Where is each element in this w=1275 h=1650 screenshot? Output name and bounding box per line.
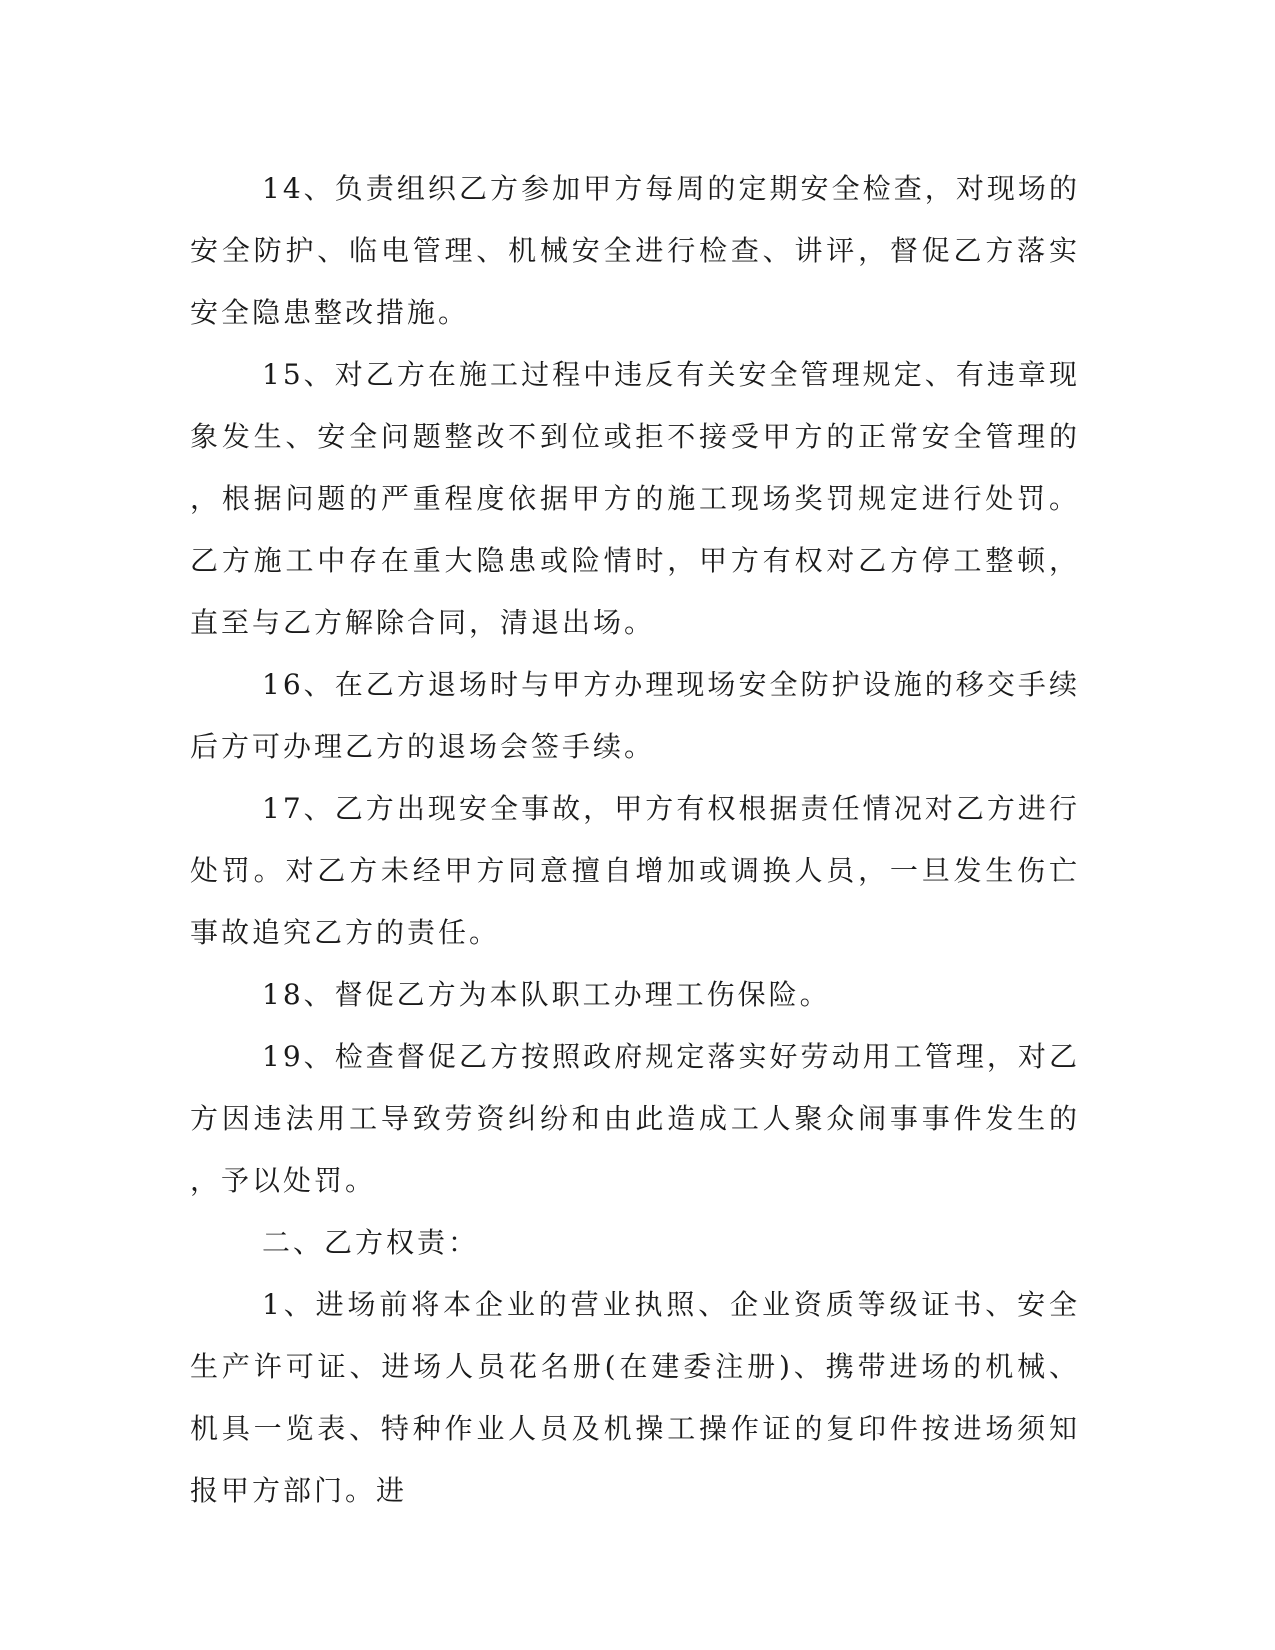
paragraph-item-16: 16、在乙方退场时与甲方办理现场安全防护设施的移交手续后方可办理乙方的退场会签手续。 [190,668,1080,763]
paragraph-item-19: 19、检查督促乙方按照政府规定落实好劳动用工管理，对乙方因违法用工导致劳资纠纷和由此造成工人聚众闹事事件发生的，予以处罚。 [190,1040,1080,1197]
paragraph-item-14: 14、负责组织乙方参加甲方每周的定期安全检查，对现场的安全防护、临电管理、机械安全进行检查、讲评，督促乙方落实安全隐患整改措施。 [190,172,1080,329]
paragraph-item-15: 15、对乙方在施工过程中违反有关安全管理规定、有违章现象发生、安全问题整改不到位或拒不接受甲方的正常安全管理的，根据问题的严重程度依据甲方的施工现场奖罚规定进行处罚。乙方施工中存在重大隐患或险情时，甲方有权对乙方停工整顿，直至与乙方解除合同，清退出场。 [190,358,1080,639]
paragraph-item-b1: 1、进场前将本企业的营业执照、企业资质等级证书、安全生产许可证、进场人员花名册(在建委注册)、携带进场的机械、机具一览表、特种作业人员及机操工操作证的复印件按进场须知报甲方部门。进 [190,1288,1080,1507]
paragraph-item-17: 17、乙方出现安全事故，甲方有权根据责任情况对乙方进行处罚。对乙方未经甲方同意擅自增加或调换人员，一旦发生伤亡事故追究乙方的责任。 [190,792,1080,949]
document-body [190,158,1080,1522]
paragraph-item-18: 18、督促乙方为本队职工办理工伤保险。 [262,978,831,1011]
section-heading-party-b: 二、乙方权责： [262,1226,480,1259]
